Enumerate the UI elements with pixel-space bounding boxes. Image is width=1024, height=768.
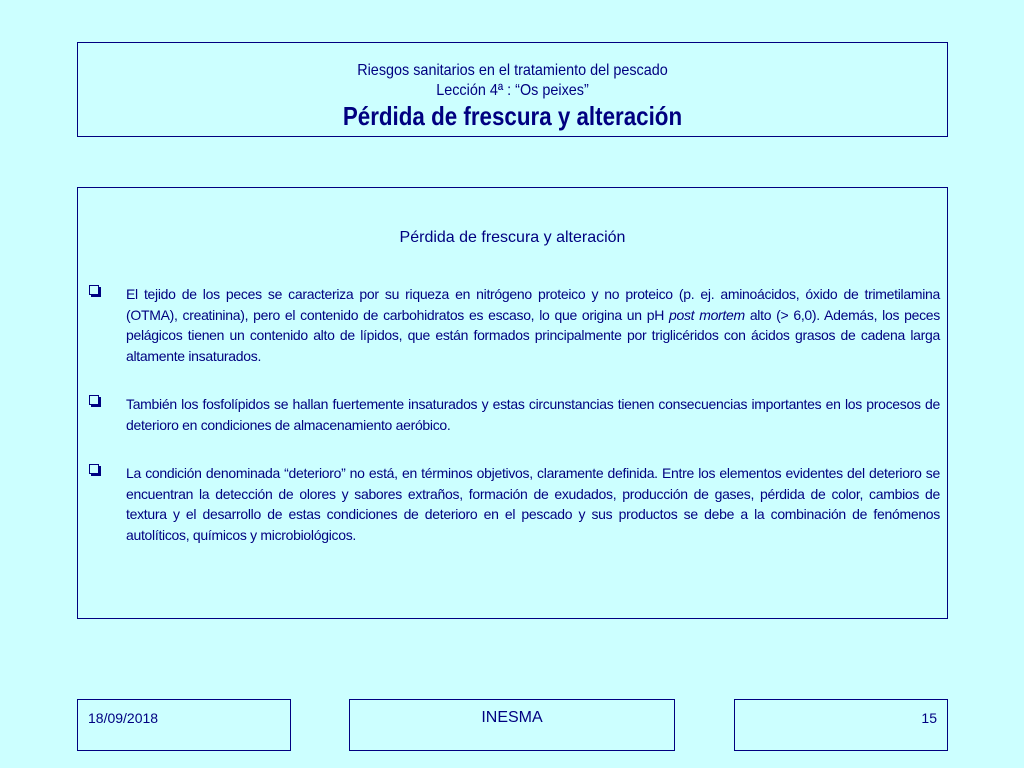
slide-header xyxy=(77,42,948,137)
bullet-text: También los fosfolípidos se hallan fuertemente insaturados y estas circunstancias tienen consecuencias importantes en los procesos de deterioro en condiciones de almacenamiento aeróbico. xyxy=(126,396,940,433)
content-title: Pérdida de frescura y alteración xyxy=(399,229,626,246)
footer-organization: INESMA xyxy=(481,709,543,726)
bullet-item xyxy=(88,284,940,366)
footer-page-box xyxy=(734,699,948,751)
bullet-text: El tejido de los peces se caracteriza por su riqueza en nitrógeno proteico y no proteico (p. ej. aminoácidos, óxido de trimetilamina (OTMA), creatinina), pero el contenido de carbohidratos es escaso, lo que origina un pH post mortem alto (> 6,0). Además, los peces pelágicos tienen un contenido alto de lípidos, que están formados principalmente por triglicéridos con ácidos grasos de cadena larga altamente insaturados. xyxy=(126,286,940,364)
checkbox-bullet-icon xyxy=(89,395,99,405)
bullet-text: La condición denominada “deterioro” no está, en términos objetivos, claramente definida. Entre los elementos evidentes del deterioro se encuentran la detección de olores y sabores extraños, formación de exudados, producción de gases, pérdida de color, cambios de textura y el desarrollo de estas condiciones de deterioro en el pescado y sus productos se debe a la combinación de fenómenos autolíticos, químicos y microbiológicos. xyxy=(126,465,940,543)
page-number: 15 xyxy=(921,710,937,726)
emphasis-text: post mortem xyxy=(668,306,745,323)
checkbox-bullet-icon xyxy=(89,285,99,295)
course-title: Riesgos sanitarios en el tratamiento del pescado xyxy=(357,62,668,79)
lesson-title: Lección 4ª : “Os peixes” xyxy=(436,82,589,99)
footer-date: 18/09/2018 xyxy=(88,710,159,726)
footer-organization-box xyxy=(349,699,675,751)
slide-title: Pérdida de frescura y alteración xyxy=(342,101,683,131)
bullet-item xyxy=(88,394,940,435)
content-panel xyxy=(77,187,948,619)
checkbox-bullet-icon xyxy=(89,464,99,474)
footer-date-box xyxy=(77,699,291,751)
bullet-item xyxy=(88,463,940,545)
